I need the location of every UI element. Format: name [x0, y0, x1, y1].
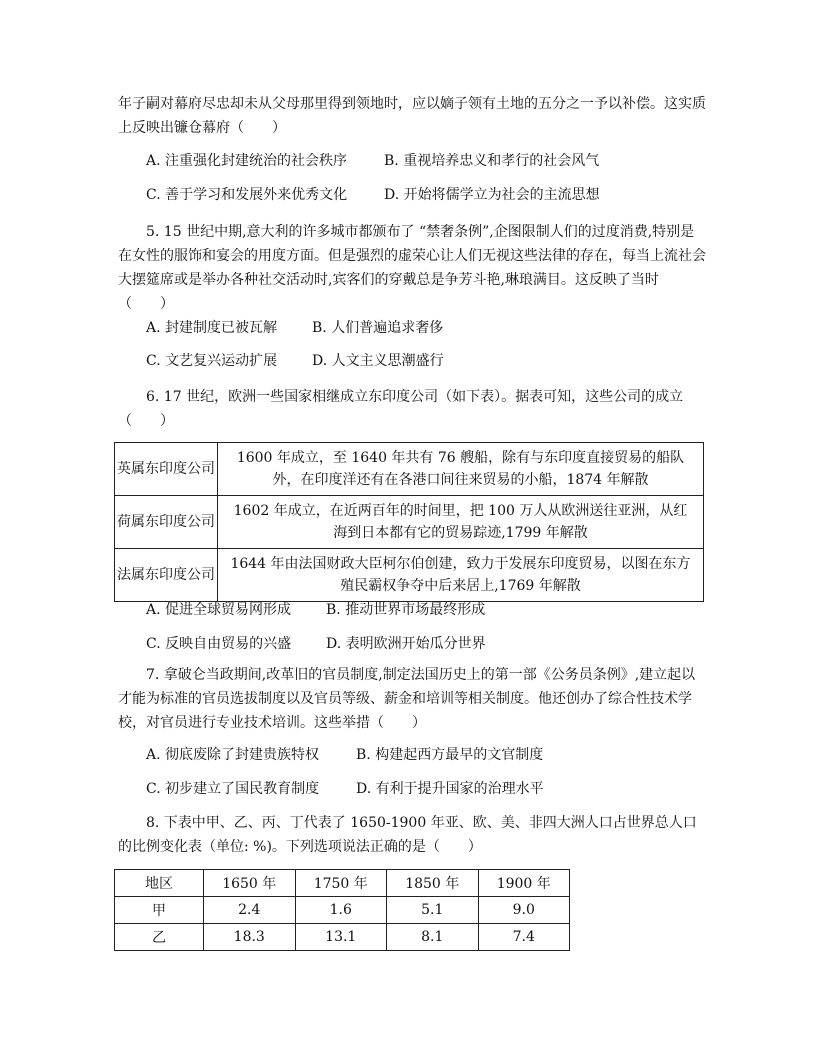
- q6-option-a[interactable]: A. 促进全球贸易网形成: [146, 602, 292, 618]
- q5-options-row2: [146, 351, 444, 371]
- table-row: [115, 549, 704, 602]
- table-row: [115, 496, 704, 549]
- region-cell: 甲: [115, 897, 204, 924]
- column-header: 1750 年: [295, 870, 387, 897]
- q6-option-c[interactable]: C. 反映自由贸易的兴盛: [146, 636, 292, 652]
- value-cell: 13.1: [295, 924, 387, 951]
- column-header: 1900 年: [478, 870, 570, 897]
- q7-options-row1: [146, 745, 543, 765]
- value-cell: 8.1: [387, 924, 479, 951]
- company-name: 法属东印度公司: [115, 549, 218, 602]
- value-cell: 5.1: [387, 897, 479, 924]
- population-ratio-table: [114, 869, 570, 951]
- value-cell: 7.4: [478, 924, 570, 951]
- q6-options-row2: [146, 634, 486, 654]
- value-cell: 18.3: [204, 924, 296, 951]
- company-desc: 1644 年由法国财政大臣柯尔伯创建，致力于发展东印度贸易，以图在东方殖民霸权争夺中后来居上,1769 年解散: [218, 549, 704, 602]
- q7-option-c[interactable]: C. 初步建立了国民教育制度: [146, 781, 320, 797]
- value-cell: 1.6: [295, 897, 387, 924]
- q5-stem: 5. 15 世纪中期,意大利的许多城市都颁布了 “禁奢条例”,企图限制人们的过度消费,特别是在女性的服饰和宴会的用度方面。但是强烈的虚荣心让人们无视这些法律的存在，每当上流社会大摆筵席或是举办各种社交活动时,宾客们的穿戴总是争芳斗艳,琳琅满目。这反映了当时（ ）: [118, 224, 706, 312]
- company-desc: 1600 年成立，至 1640 年共有 76 艘船，除有与东印度直接贸易的船队外，在印度洋还有在各港口间往来贸易的小船，1874 年解散: [218, 443, 704, 496]
- q4-option-b[interactable]: B. 重视培养忠义和孝行的社会风气: [384, 153, 600, 169]
- q6-stem: 6. 17 世纪，欧洲一些国家相继成立东印度公司（如下表）。据表可知，这些公司的成立（ ）: [118, 389, 684, 429]
- q5-option-d[interactable]: D. 人文主义思潮盛行: [312, 353, 444, 369]
- q6-option-b[interactable]: B. 推动世界市场最终形成: [326, 602, 486, 618]
- q7-option-a[interactable]: A. 彻底废除了封建贵族特权: [146, 747, 320, 763]
- column-header: 1650 年: [204, 870, 296, 897]
- q5-options-row1: [146, 318, 443, 338]
- table-row: [115, 897, 570, 924]
- q4-option-d[interactable]: D. 开始将儒学立为社会的主流思想: [384, 187, 600, 203]
- q4-stem: 年子嗣对幕府尽忠却未从父母那里得到领地时，应以嫡子领有土地的五分之一予以补偿。这实质上反映出镰仓幕府（ ）: [118, 96, 706, 136]
- column-header: 地区: [115, 870, 204, 897]
- q7-options-row2: [146, 779, 544, 799]
- company-desc: 1602 年成立，在近两百年的时间里，把 100 万人从欧洲送往亚洲，从红海到日本都有它的贸易踪迹,1799 年解散: [218, 496, 704, 549]
- q4-options-row2: [146, 185, 600, 205]
- q8-stem: 8. 下表中甲、乙、丙、丁代表了 1650-1900 年亚、欧、美、非四大洲人口占世界总人口的比例变化表（单位: %)。下列选项说法正确的是（ ）: [118, 815, 697, 855]
- q7-option-d[interactable]: D. 有利于提升国家的治理水平: [356, 781, 544, 797]
- q4-option-a[interactable]: A. 注重强化封建统治的社会秩序: [146, 153, 348, 169]
- table-header-row: [115, 870, 570, 897]
- table-row: [115, 443, 704, 496]
- q7-stem: 7. 拿破仑当政期间,改革旧的官员制度,制定法国历史上的第一部《公务员条例》,建立起以才能为标准的官员选拔制度以及官员等级、薪金和培训等相关制度。他还创办了综合性技术学校，对官员进行专业技术培训。这些举措（ ）: [118, 667, 696, 731]
- q7-option-b[interactable]: B. 构建起西方最早的文官制度: [356, 747, 544, 763]
- region-cell: 乙: [115, 924, 204, 951]
- q6-option-d[interactable]: D. 表明欧洲开始瓜分世界: [326, 636, 486, 652]
- value-cell: 9.0: [478, 897, 570, 924]
- value-cell: 2.4: [204, 897, 296, 924]
- q5-option-a[interactable]: A. 封建制度已被瓦解: [146, 320, 278, 336]
- company-name: 荷属东印度公司: [115, 496, 218, 549]
- company-name: 英属东印度公司: [115, 443, 218, 496]
- q4-option-c[interactable]: C. 善于学习和发展外来优秀文化: [146, 187, 348, 203]
- q5-option-b[interactable]: B. 人们普遍追求奢侈: [312, 320, 444, 336]
- column-header: 1850 年: [387, 870, 479, 897]
- q6-options-row1: [146, 600, 485, 620]
- table-row: [115, 924, 570, 951]
- q4-options-row1: [146, 151, 599, 171]
- q5-option-c[interactable]: C. 文艺复兴运动扩展: [146, 353, 278, 369]
- east-india-companies-table: [114, 442, 704, 602]
